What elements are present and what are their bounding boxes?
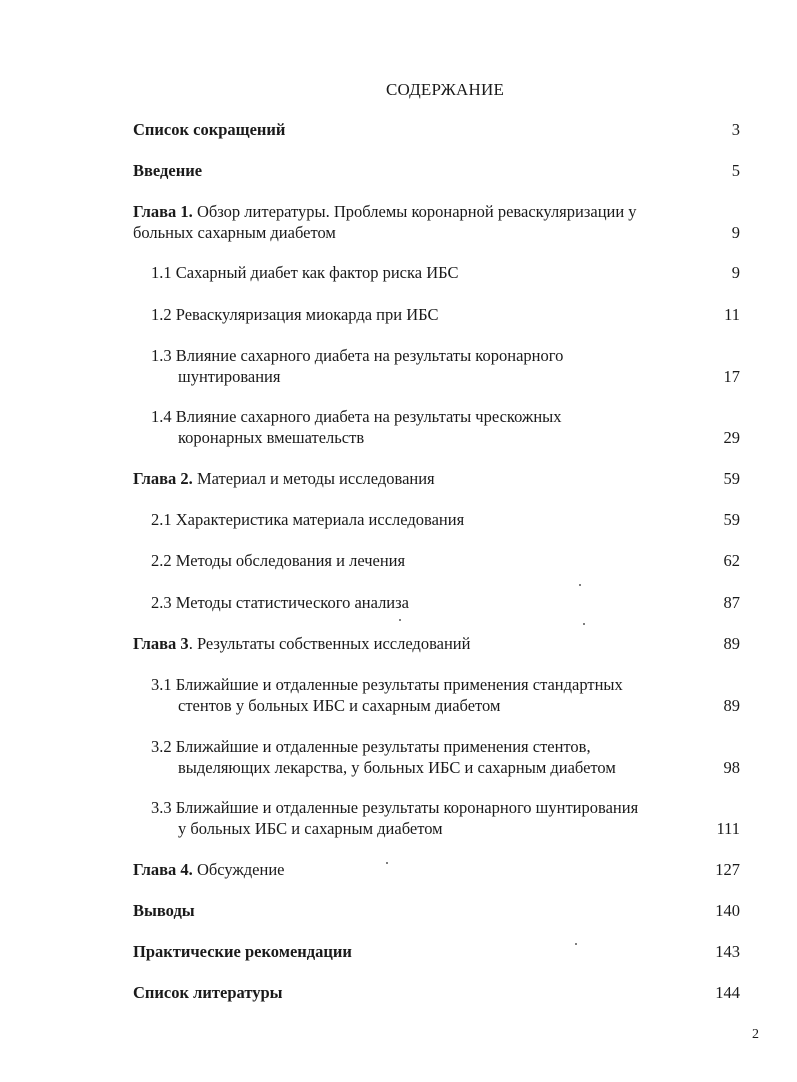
toc-entry-text [151,674,623,716]
section-title-cont: у больных ИБС и сахарным диабетом [178,819,443,838]
toc-entry-text [133,468,435,489]
toc-entry-text [133,201,637,243]
section-title-cont: коронарных вмешательств [178,428,365,447]
toc-entry-text: Введение [133,161,203,180]
chapter-title: Обзор литературы. Проблемы коронарной реваскуляризации у [192,202,637,221]
section-title-cont: шунтирования [178,367,281,386]
toc-entry-text [133,633,470,654]
toc-title: СОДЕРЖАНИЕ [385,80,505,99]
toc-entry-page: 89 [723,696,740,715]
toc-entry-page: 59 [723,510,740,529]
toc-entry-page: 9 [731,223,740,242]
toc-entry-page: 127 [715,860,740,879]
chapter-title-cont: больных сахарным диабетом [133,223,336,242]
toc-entry-page: 5 [731,161,740,180]
scan-speck [386,862,388,864]
section-title: 1.4 Влияние сахарного диабета на результаты чрескожных [151,407,562,426]
section-title-cont: стентов у больных ИБС и сахарным диабетом [178,696,501,715]
toc-entry-page: 62 [723,551,740,570]
chapter-label: Глава 2. [133,469,193,488]
toc-entry-page: 87 [723,593,740,612]
toc-entry-text: 2.3 Методы статистического анализа [151,593,409,612]
chapter-label: Глава 4. [133,860,193,879]
section-title-cont: выделяющих лекарства, у больных ИБС и сахарным диабетом [178,758,616,777]
toc-entry-text: Выводы [133,901,195,920]
toc-entry-page: 9 [731,263,740,282]
scan-speck [399,619,401,621]
toc-entry-page: 140 [715,901,740,920]
toc-entry-page: 59 [723,469,740,488]
toc-entry-page: 17 [723,367,740,386]
toc-entry-page: 11 [724,305,740,324]
toc-entry-text: Список литературы [133,983,283,1002]
section-title: 3.1 Ближайшие и отдаленные результаты применения стандартных [151,675,623,694]
toc-entry-page: 29 [723,428,740,447]
chapter-label: Глава 3 [133,634,189,653]
section-title: 1.3 Влияние сахарного диабета на результаты коронарного [151,346,564,365]
toc-entry-text: Практические рекомендации [133,942,352,961]
toc-entry-text: 1.1 Сахарный диабет как фактор риска ИБС [151,263,459,282]
scan-speck [575,943,577,945]
toc-entry-text [151,797,638,839]
toc-entry-page: 143 [715,942,740,961]
toc-entry-text: 1.2 Реваскуляризация миокарда при ИБС [151,305,439,324]
scan-speck [583,623,585,625]
toc-entry-page: 3 [731,120,740,139]
toc-entry-page: 111 [716,819,740,838]
chapter-title: Материал и методы исследования [192,469,435,488]
toc-entry-text [151,736,616,778]
toc-entry-page: 89 [723,634,740,653]
toc-entry-text [133,859,285,880]
chapter-title: Обсуждение [192,860,285,879]
chapter-label: Глава 1. [133,202,193,221]
toc-entry-text [151,406,562,448]
section-title: 3.3 Ближайшие и отдаленные результаты коронарного шунтирования [151,798,639,817]
section-title: 3.2 Ближайшие и отдаленные результаты применения стентов, [151,737,591,756]
chapter-title: . Результаты собственных исследований [188,634,471,653]
toc-entry-page: 144 [715,983,740,1002]
toc-entry-page: 98 [723,758,740,777]
toc-entry-text: Список сокращений [133,120,286,139]
scan-speck [579,584,581,586]
toc-entry-text: 2.1 Характеристика материала исследования [151,510,465,529]
toc-entry-text: 2.2 Методы обследования и лечения [151,551,406,570]
toc-entry-text [151,345,563,387]
page-number: 2 [752,1027,759,1042]
